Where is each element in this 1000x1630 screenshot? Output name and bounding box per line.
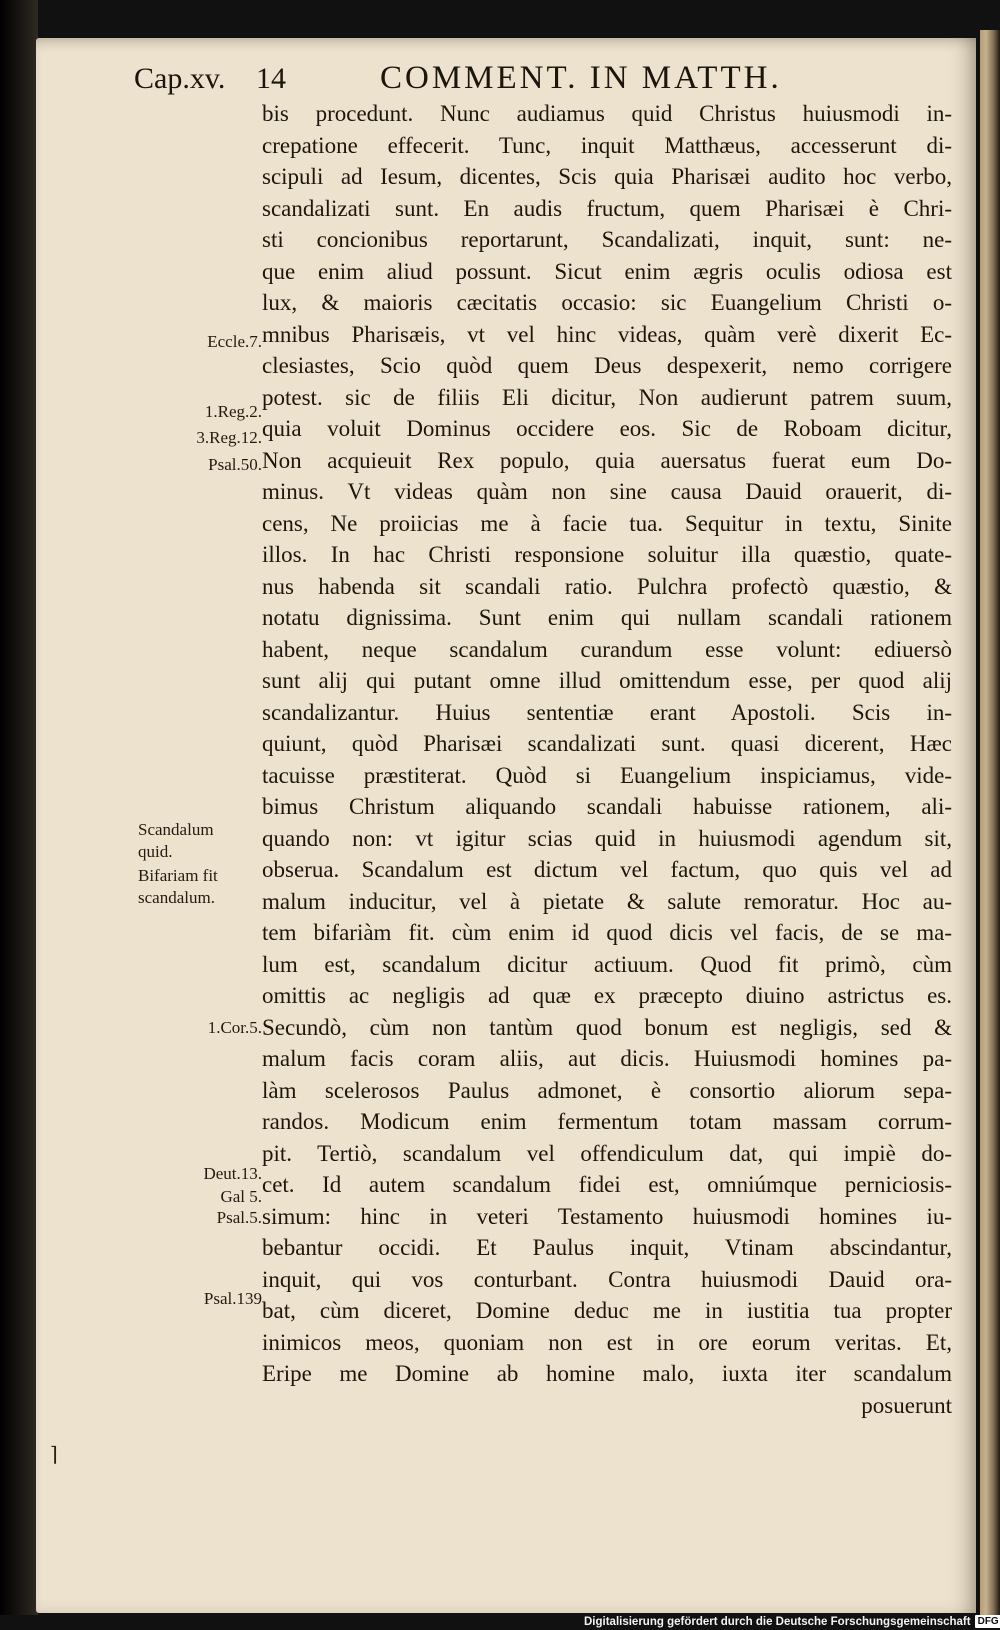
text-line: Eripe me Domine ab homine malo, iuxta iter scandalum [262,1361,952,1386]
text-line: nus habenda sit scandali ratio. Pulchra profectò quæstio, & [262,573,952,599]
text-line: làm scelerosos Paulus admonet, è consortio aliorum sepa- [262,1077,952,1103]
body-text [262,98,952,1421]
dfg-logo: DFG [975,1615,1000,1628]
running-head [134,56,838,100]
chapter-mark: Cap.xv. [134,62,226,95]
text-line: quiunt, quòd Pharisæi scandalizati sunt. quasi dicerent, Hæc [262,731,952,756]
text-line: omittis ac negligis ad quæ ex præcepto diuino astrictus es. [262,983,952,1008]
margin-note-reg1: 1.Reg.2. [204,402,262,421]
text-line: cet. Id autem scandalum fidei est, omniúmque perniciosis- [262,1172,952,1197]
text-line: Non acquieuit Rex populo, quia auersatus fuerat eum Do- [262,447,952,473]
footer-funding-text: Digitalisierung gefördert durch die Deutsche Forschungsgemeinschaft [584,1615,971,1628]
text-line: obserua. Scandalum est dictum vel factum, quo quis vel ad [262,857,952,882]
margin-note-gal: Gal 5. [220,1187,262,1206]
text-line: mnibus Pharisæis, vt vel hinc videas, quàm verè dixerit Ec- [262,321,952,347]
text-line: bebantur occidi. Et Paulus inquit, Vtinam abscindantur, [262,1235,952,1260]
catchword: posuerunt [861,1392,952,1418]
text-line: simum: hinc in veteri Testamento huiusmodi homines iu- [262,1203,952,1229]
text-line: inimicos meos, quoniam non est in ore eorum veritas. Et, [262,1329,952,1355]
margin-note-cor: 1.Cor.5. [207,1018,262,1037]
text-line: que enim aliud possunt. Sicut enim ægris oculis odiosa est [262,258,952,284]
text-line: tacuisse præstiterat. Quòd si Euangelium inspiciamus, vide- [262,762,952,788]
text-line: quando non: vt igitur scias quid in huiusmodi agendum sit, [262,825,952,851]
text-line: cens, Ne proiicias me à facie tua. Sequitur in textu, Sinite [262,510,952,536]
page-number: 14 [256,62,286,95]
text-line: malum facis coram aliis, aut dicis. Huiusmodi homines pa- [262,1046,952,1071]
text-line: crepatione effecerit. Tunc, inquit Matthæus, accesserunt di- [262,132,952,158]
gutter-mark: ⌉ [50,1444,58,1466]
margin-note-reg3: 3.Reg.12. [196,428,262,447]
text-line: clesiastes, Scio quòd quem Deus despexerit, nemo corrigere [262,353,952,378]
text-line: sunt alij qui putant omne illud omittendum esse, per quod alij [262,668,952,693]
text-line: inquit, qui vos conturbant. Contra huiusmodi Dauid ora- [262,1266,952,1292]
text-line: scandalizati sunt. En audis fructum, quem Pharisæi è Chri- [262,195,952,221]
text-line: quia voluit Dominus occidere eos. Sic de Roboam dicitur, [262,416,952,441]
running-title: COMMENT. IN MATTH. [380,60,782,96]
text-line: Secundò, cùm non tantùm quod bonum est negligis, sed & [262,1014,952,1040]
book-binding-left [0,0,38,1615]
text-line: randos. Modicum enim fermentum totam massam corrum- [262,1109,952,1134]
margin-note-quid: quid. [138,842,173,861]
text-line: habent, neque scandalum curandum esse volunt: ediuersò [262,636,952,662]
text-line: lux, & maioris cæcitatis occasio: sic Euangelium Christi o- [262,290,952,315]
margin-note-scandalum: Scandalum [138,820,214,839]
margin-note-deut: Deut.13. [203,1164,262,1183]
text-line: bis procedunt. Nunc audiamus quid Christus huiusmodi in- [262,101,952,126]
margin-note-psal5: Psal.5. [216,1208,262,1227]
text-line: sti concionibus reportarunt, Scandalizati, inquit, sunt: ne- [262,227,952,252]
margin-note-bifariam: Bifariam fit [138,866,218,885]
text-line: potest. sic de filiis Eli dicitur, Non audierunt patrem suum, [262,384,952,410]
margin-note-psal50: Psal.50. [208,455,262,474]
text-line: notatu dignissima. Sunt enim qui nullam scandali rationem [262,605,952,630]
margin-note-psal139: Psal.139 [203,1289,262,1308]
footer-bar [584,1613,1000,1630]
text-line: minus. Vt videas quàm non sine causa Dauid orauerit, di- [262,479,952,504]
text-line: pit. Tertiò, scandalum vel offendiculum dat, qui impiè do- [262,1140,952,1166]
text-line: illos. In hac Christi responsione soluitur illa quæstio, quate- [262,542,952,567]
text-line: scandalizantur. Huius sententiæ erant Apostoli. Scis in- [262,699,952,725]
text-line: malum inducitur, vel à pietate & salute remoratur. Hoc au- [262,888,952,914]
text-line: bimus Christum aliquando scandali habuisse rationem, ali- [262,794,952,819]
text-line: bat, cùm diceret, Domine deduc me in iustitia tua propter [262,1298,952,1323]
text-line: lum est, scandalum dicitur actiuum. Quod fit primò, cùm [262,951,952,977]
margin-note-eccle: Eccle.7. [207,332,262,351]
text-line: scipuli ad Iesum, dicentes, Scis quia Pharisæi audito hoc verbo, [262,164,952,189]
book-fore-edge [980,30,1000,1615]
margin-note-scandalum-2: scandalum. [138,888,215,907]
text-line: tem bifariàm fit. cùm enim id quod dicis vel facis, de se ma- [262,920,952,945]
